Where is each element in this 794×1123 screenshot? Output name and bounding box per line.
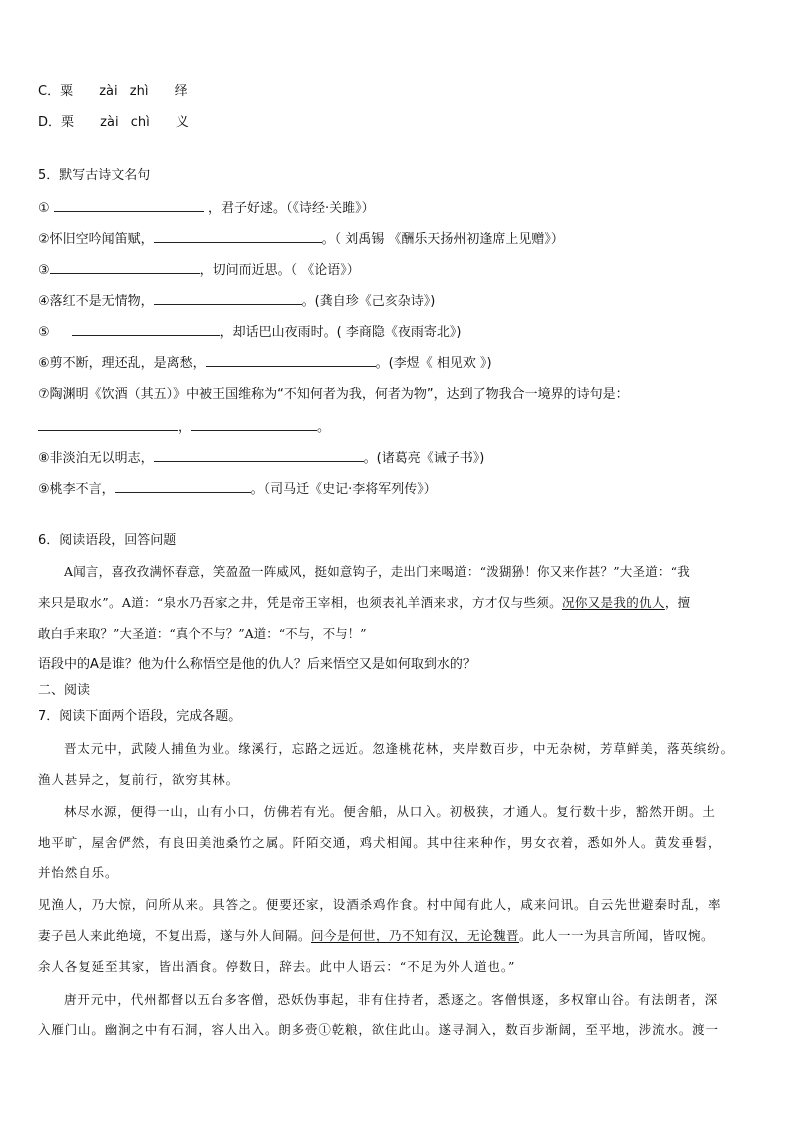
- answer-blank[interactable]: [206, 353, 376, 367]
- q7-heading: 7．阅读下面两个语段，完成各题。: [38, 709, 242, 724]
- q6-heading: 6．阅读语段，回答问题: [38, 533, 177, 548]
- option-d: D．栗 zài chì 义: [38, 115, 189, 130]
- answer-blank[interactable]: [54, 198, 204, 212]
- q7-p3-line-3: 余人各复延至其家，皆出酒食。停数日，辞去。此中人语云：“不足为外人道也。”: [38, 959, 516, 974]
- q5-heading: 5．默写古诗文名句: [38, 168, 151, 183]
- answer-blank[interactable]: [154, 448, 364, 462]
- q5-item-1: ① ，君子好逑。（《诗经·关雎》）: [38, 198, 375, 218]
- q5-item-2: ②怀旧空吟闻笛赋， 。（ 刘禹锡 《酬乐天扬州初逢席上见赠》）: [38, 229, 564, 249]
- q5-item-9: ⑨桃李不言， 。（司马迁《史记·李将军列传》）: [38, 479, 437, 499]
- q6-question: 语段中的A是谁？他为什么称悟空是他的仇人？后来悟空又是如何取到水的？: [38, 657, 476, 672]
- option-c: C．粟 zài zhì 绎: [38, 84, 188, 99]
- q5-item-7: ⑦陶渊明《饮酒（其五）》中被王国维称为“不知何者为我，何者为物”，达到了物我合一境界的诗句是：: [38, 387, 629, 402]
- q5-item-6: ⑥剪不断，理还乱，是离愁， 。(李煜《 相见欢 》): [38, 353, 492, 373]
- q7-p2-line-1: 林尽水源，便得一山，山有小口，仿佛若有光。便舍船，从口入。初极狭，才通人。复行数十步，豁然开朗。土: [64, 804, 716, 819]
- q6-passage-line-2: 来只是取水”。A道：“泉水乃吾家之井，凭是帝王宰相，也须表礼羊酒来求，方才仅与些须。况你又是我的仇人，擅: [38, 595, 691, 610]
- section-heading: 二、阅读: [38, 683, 91, 698]
- answer-blank[interactable]: [50, 260, 200, 274]
- q7-p2-line-2: 地平旷，屋舍俨然，有良田美池桑竹之属。阡陌交通，鸡犬相闻。其中往来种作，男女衣着，悉如外人。黄发垂髫，: [38, 835, 722, 850]
- q7-p1-line-2: 渔人甚异之，复前行，欲穷其林。: [38, 772, 240, 787]
- answer-blank[interactable]: [72, 322, 220, 336]
- q6-passage-line-3: 敢白手来取？”大圣道：“真个不与？”A道：“不与，不与！”: [38, 626, 367, 641]
- q7-p3-line-2: 妻子邑人来此绝境，不复出焉，遂与外人间隔。问今是何世，乃不知有汉，无论魏晋。此人一一为具言所闻，皆叹惋。: [38, 928, 715, 943]
- answer-blank[interactable]: [154, 291, 302, 305]
- q7-p2-line-3: 并怡然自乐。: [38, 865, 119, 880]
- answer-blank[interactable]: [38, 417, 178, 431]
- q7-p4-line-2: 入雁门山。幽涧之中有石洞，容人出入。朗多赍①乾粮，欲住此山。遂寻洞入，数百步渐阔，至平地，涉流水。渡一: [38, 1022, 719, 1037]
- answer-blank[interactable]: [154, 229, 322, 243]
- q5-item-8: ⑧非淡泊无以明志， 。(诸葛亮《诫子书》): [38, 448, 484, 468]
- q5-item-7-blanks: ， 。: [38, 417, 330, 437]
- q7-p1-line-1: 晋太元中，武陵人捕鱼为业。缘溪行，忘路之远近。忽逢桃花林，夹岸数百步，中无杂树，芳草鲜美，落英缤纷。: [64, 741, 735, 756]
- q7-p4-line-1: 唐开元中，代州都督以五台多客僧，恐妖伪事起，非有住持者，悉逐之。客僧惧逐，多权窜山谷。有法朗者，深: [64, 992, 719, 1007]
- q6-passage-line-1: A闻言，喜孜孜满怀春意，笑盈盈一阵威风，挺如意钩子，走出门来喝道：“泼猢狲！你又来作甚？”大圣道：“我: [64, 564, 690, 579]
- q5-item-3: ③ ，切问而近思。（ 《论语》）: [38, 260, 360, 280]
- answer-blank[interactable]: [115, 479, 251, 493]
- q5-item-5: ⑤ ，却话巴山夜雨时。( 李商隐《夜雨寄北》): [38, 322, 461, 342]
- q5-item-4: ④落红不是无情物， 。(龚自珍《己亥杂诗》): [38, 291, 435, 311]
- answer-blank[interactable]: [191, 417, 317, 431]
- q7-p3-line-1: 见渔人，乃大惊，问所从来。具答之。便要还家，设酒杀鸡作食。村中闻有此人，咸来问讯。自云先世避秦时乱，率: [38, 897, 722, 912]
